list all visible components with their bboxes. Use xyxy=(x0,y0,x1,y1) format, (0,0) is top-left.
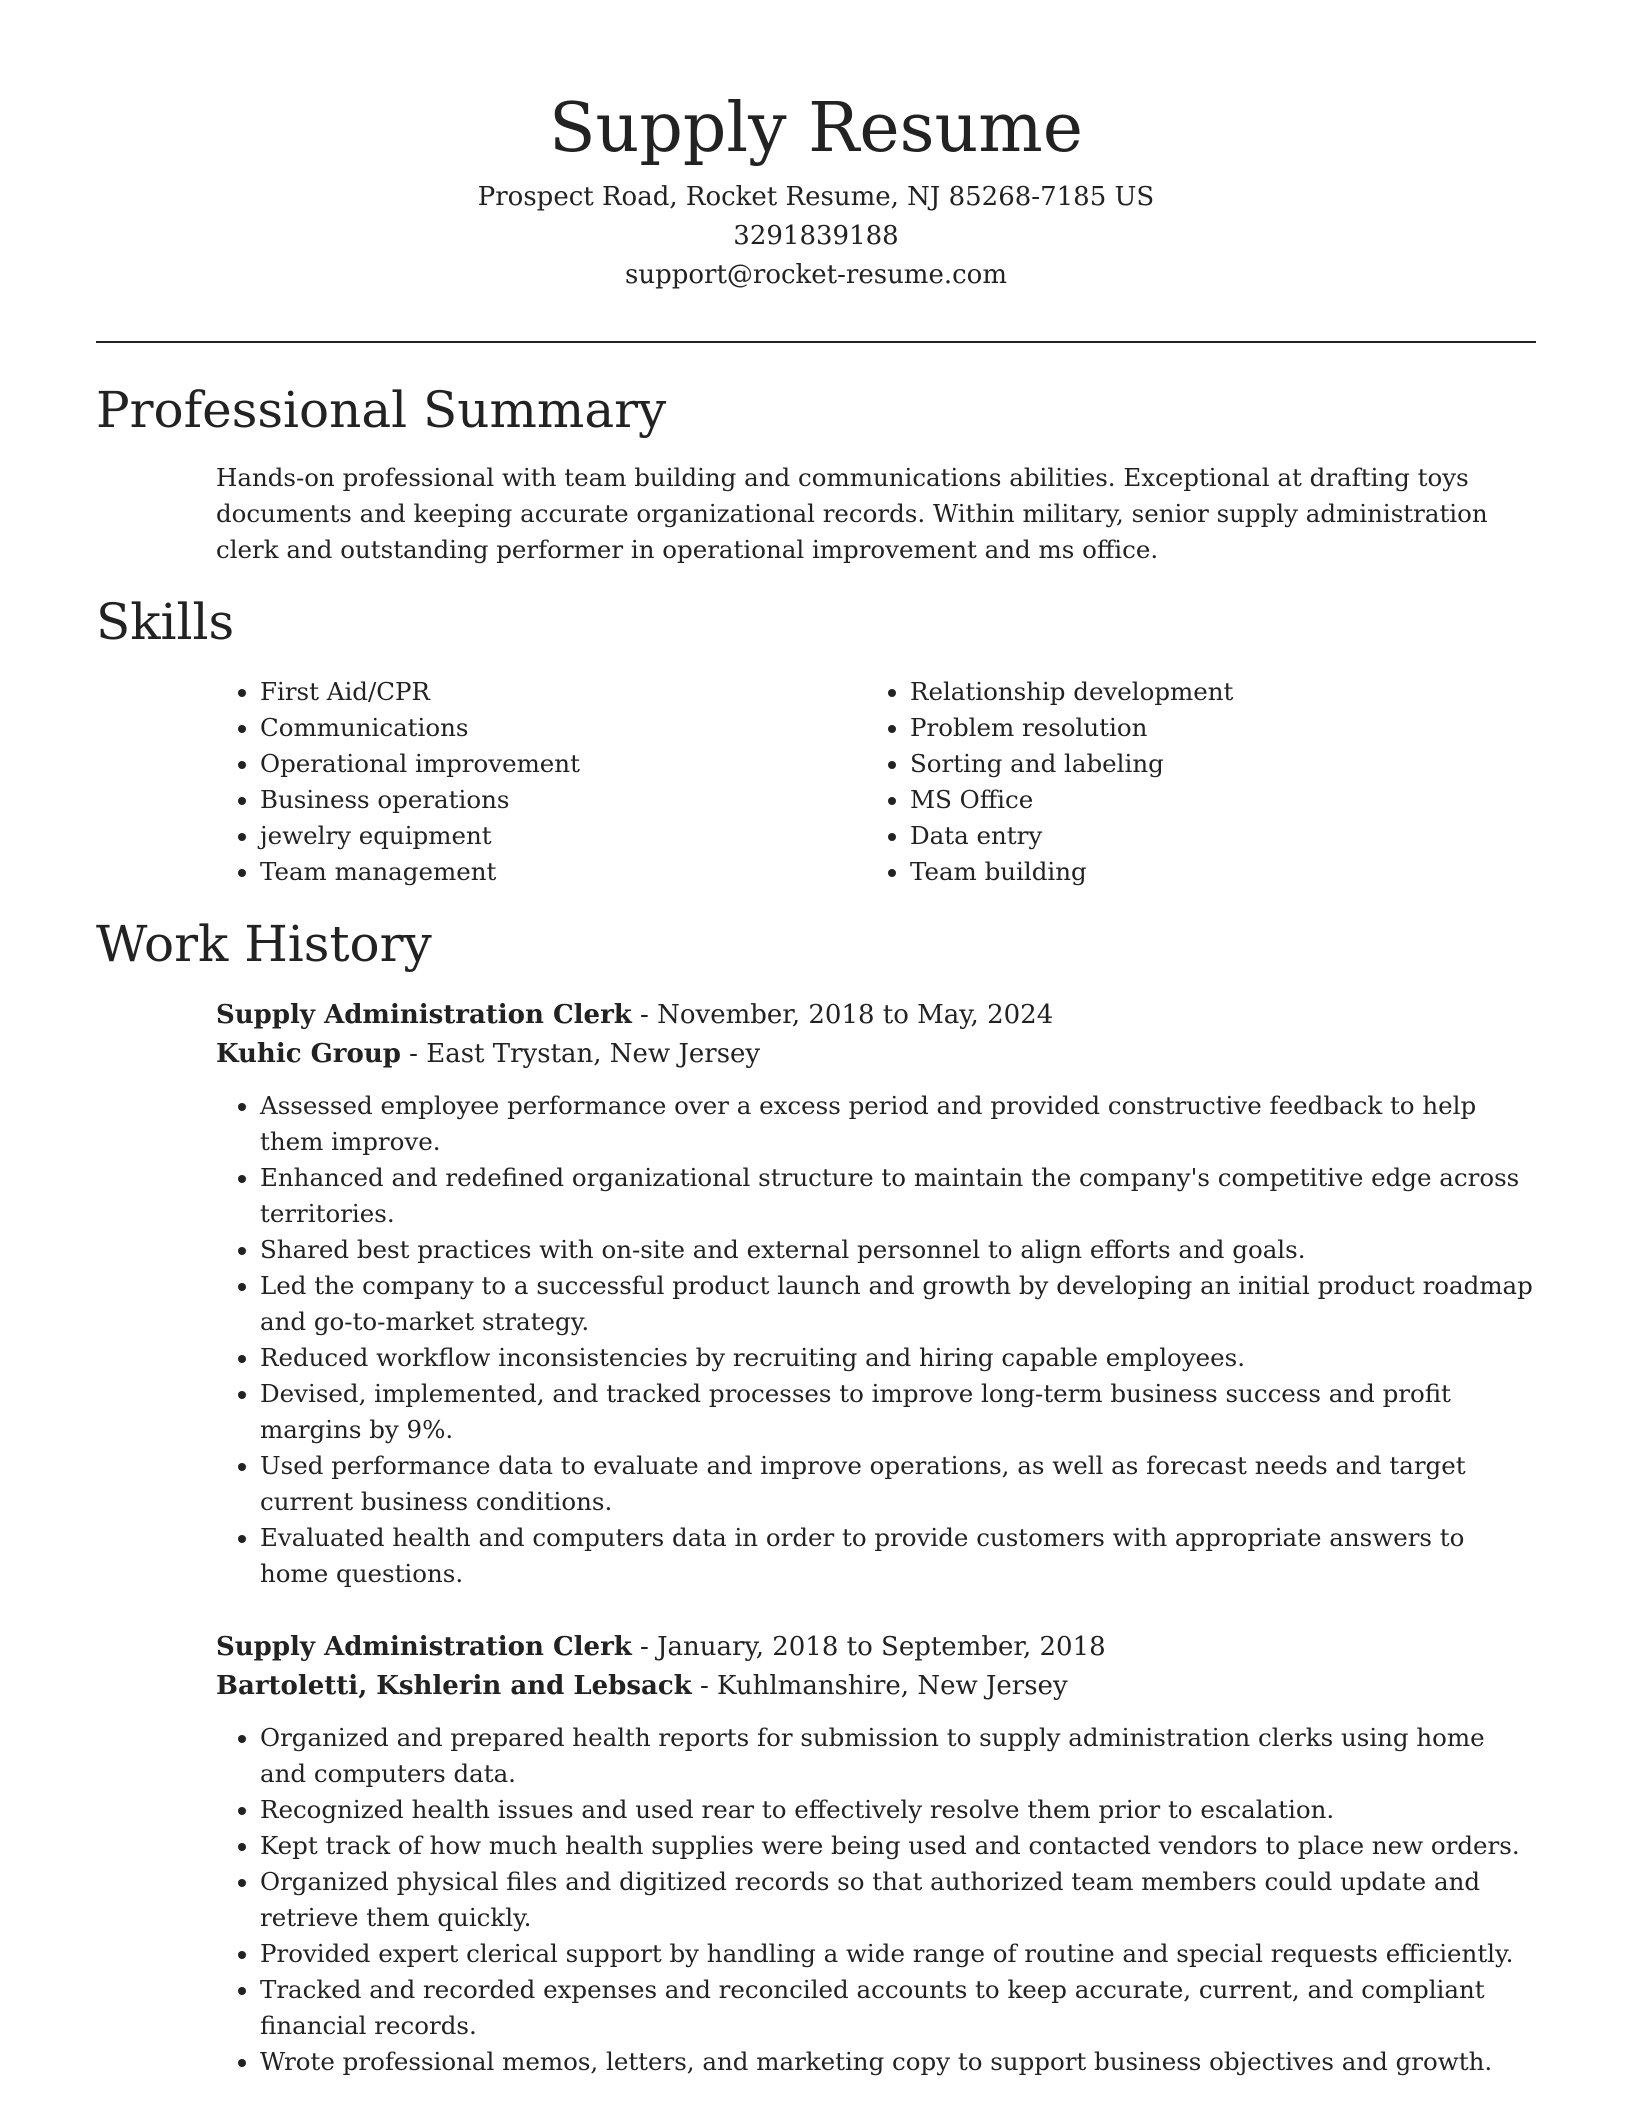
job-title: Supply Administration Clerk xyxy=(216,1000,632,1030)
job-bullet: • Shared best practices with on-site and external personnel to align efforts and goals. xyxy=(260,1232,1536,1268)
candidate-name: Supply Resume xyxy=(548,89,1084,168)
skills-list-left xyxy=(216,674,860,890)
job-company: Bartoletti, Kshlerin and Lebsack xyxy=(216,1671,692,1701)
summary-heading: Professional Summary xyxy=(96,381,667,439)
skill-item: • Relationship development xyxy=(910,674,1510,710)
job-bullet-list xyxy=(216,1088,1536,1592)
job-bullet: • Evaluated health and computers data in order to provide customers with appropriate answers to home questions. xyxy=(260,1520,1536,1592)
contact-email: support@rocket-resume.com xyxy=(624,260,1007,290)
job-title: Supply Administration Clerk xyxy=(216,1632,632,1662)
skill-item: • Operational improvement xyxy=(260,746,860,782)
skill-item: • Business operations xyxy=(260,782,860,818)
resume-header xyxy=(96,84,1536,295)
skill-item: • MS Office xyxy=(910,782,1510,818)
skills-heading: Skills xyxy=(96,593,235,651)
skill-item: • Problem resolution xyxy=(910,710,1510,746)
skill-item: • Team building xyxy=(910,854,1510,890)
job-bullet: • Reduced workflow inconsistencies by recruiting and hiring capable employees. xyxy=(260,1340,1536,1376)
job-bullet: • Led the company to a successful product launch and growth by developing an initial product roadmap and go-to-market strategy. xyxy=(260,1268,1536,1340)
job-bullet: • Recognized health issues and used rear to effectively resolve them prior to escalation. xyxy=(260,1792,1536,1828)
job-company: Kuhic Group xyxy=(216,1039,401,1069)
job-location: - East Trystan, New Jersey xyxy=(400,1039,761,1069)
job-bullet: • Kept track of how much health supplies were being used and contacted vendors to place new orders. xyxy=(260,1828,1536,1864)
job-bullet: • Assessed employee performance over a excess period and provided constructive feedback to help them improve. xyxy=(260,1088,1536,1160)
contact-address: Prospect Road, Rocket Resume, NJ 85268-7185 US xyxy=(477,182,1155,212)
skill-item: • First Aid/CPR xyxy=(260,674,860,710)
job-title-line xyxy=(216,996,1536,1035)
job-bullet: • Organized physical files and digitized records so that authorized team members could update and retrieve them quickly. xyxy=(260,1864,1536,1936)
job-bullet: • Organized and prepared health reports for submission to supply administration clerks using home and computers data. xyxy=(260,1720,1536,1792)
job-bullet: • Used performance data to evaluate and improve operations, as well as forecast needs and target current business conditions. xyxy=(260,1448,1536,1520)
job-bullet: • Wrote professional memos, letters, and marketing copy to support business objectives and growth. xyxy=(260,2044,1536,2080)
skill-item: • jewelry equipment xyxy=(260,818,860,854)
job-bullet: • Provided expert clerical support by handling a wide range of routine and special requests efficiently. xyxy=(260,1936,1536,1972)
skill-item: • Communications xyxy=(260,710,860,746)
job-entry xyxy=(216,1628,1536,2080)
skill-item: • Data entry xyxy=(910,818,1510,854)
job-entry xyxy=(216,996,1536,1592)
summary-text: Hands-on professional with team building and communications abilities. Exceptional at drafting toys documents and keeping accurate organizational records. Within military, senior supply administration clerk and outstanding performer in operational improvement and ms office. xyxy=(216,463,1488,564)
job-company-line xyxy=(216,1667,1536,1706)
job-bullet: • Tracked and recorded expenses and reconciled accounts to keep accurate, current, and compliant financial records. xyxy=(260,1972,1536,2044)
skills-list-right xyxy=(866,674,1510,890)
contact-phone: 3291839188 xyxy=(733,221,899,251)
job-location: - Kuhlmanshire, New Jersey xyxy=(691,1671,1068,1701)
work-history-heading: Work History xyxy=(96,915,432,973)
job-title-line xyxy=(216,1628,1536,1667)
job-company-line xyxy=(216,1035,1536,1074)
header-divider xyxy=(96,341,1536,343)
job-dates: - January, 2018 to September, 2018 xyxy=(631,1632,1106,1662)
skill-item: • Sorting and labeling xyxy=(910,746,1510,782)
job-bullet: • Devised, implemented, and tracked processes to improve long-term business success and profit margins by 9%. xyxy=(260,1376,1536,1448)
job-bullet-list xyxy=(216,1720,1536,2080)
job-dates: - November, 2018 to May, 2024 xyxy=(631,1000,1054,1030)
skill-item: • Team management xyxy=(260,854,860,890)
job-bullet: • Enhanced and redefined organizational structure to maintain the company's competitive edge across territories. xyxy=(260,1160,1536,1232)
